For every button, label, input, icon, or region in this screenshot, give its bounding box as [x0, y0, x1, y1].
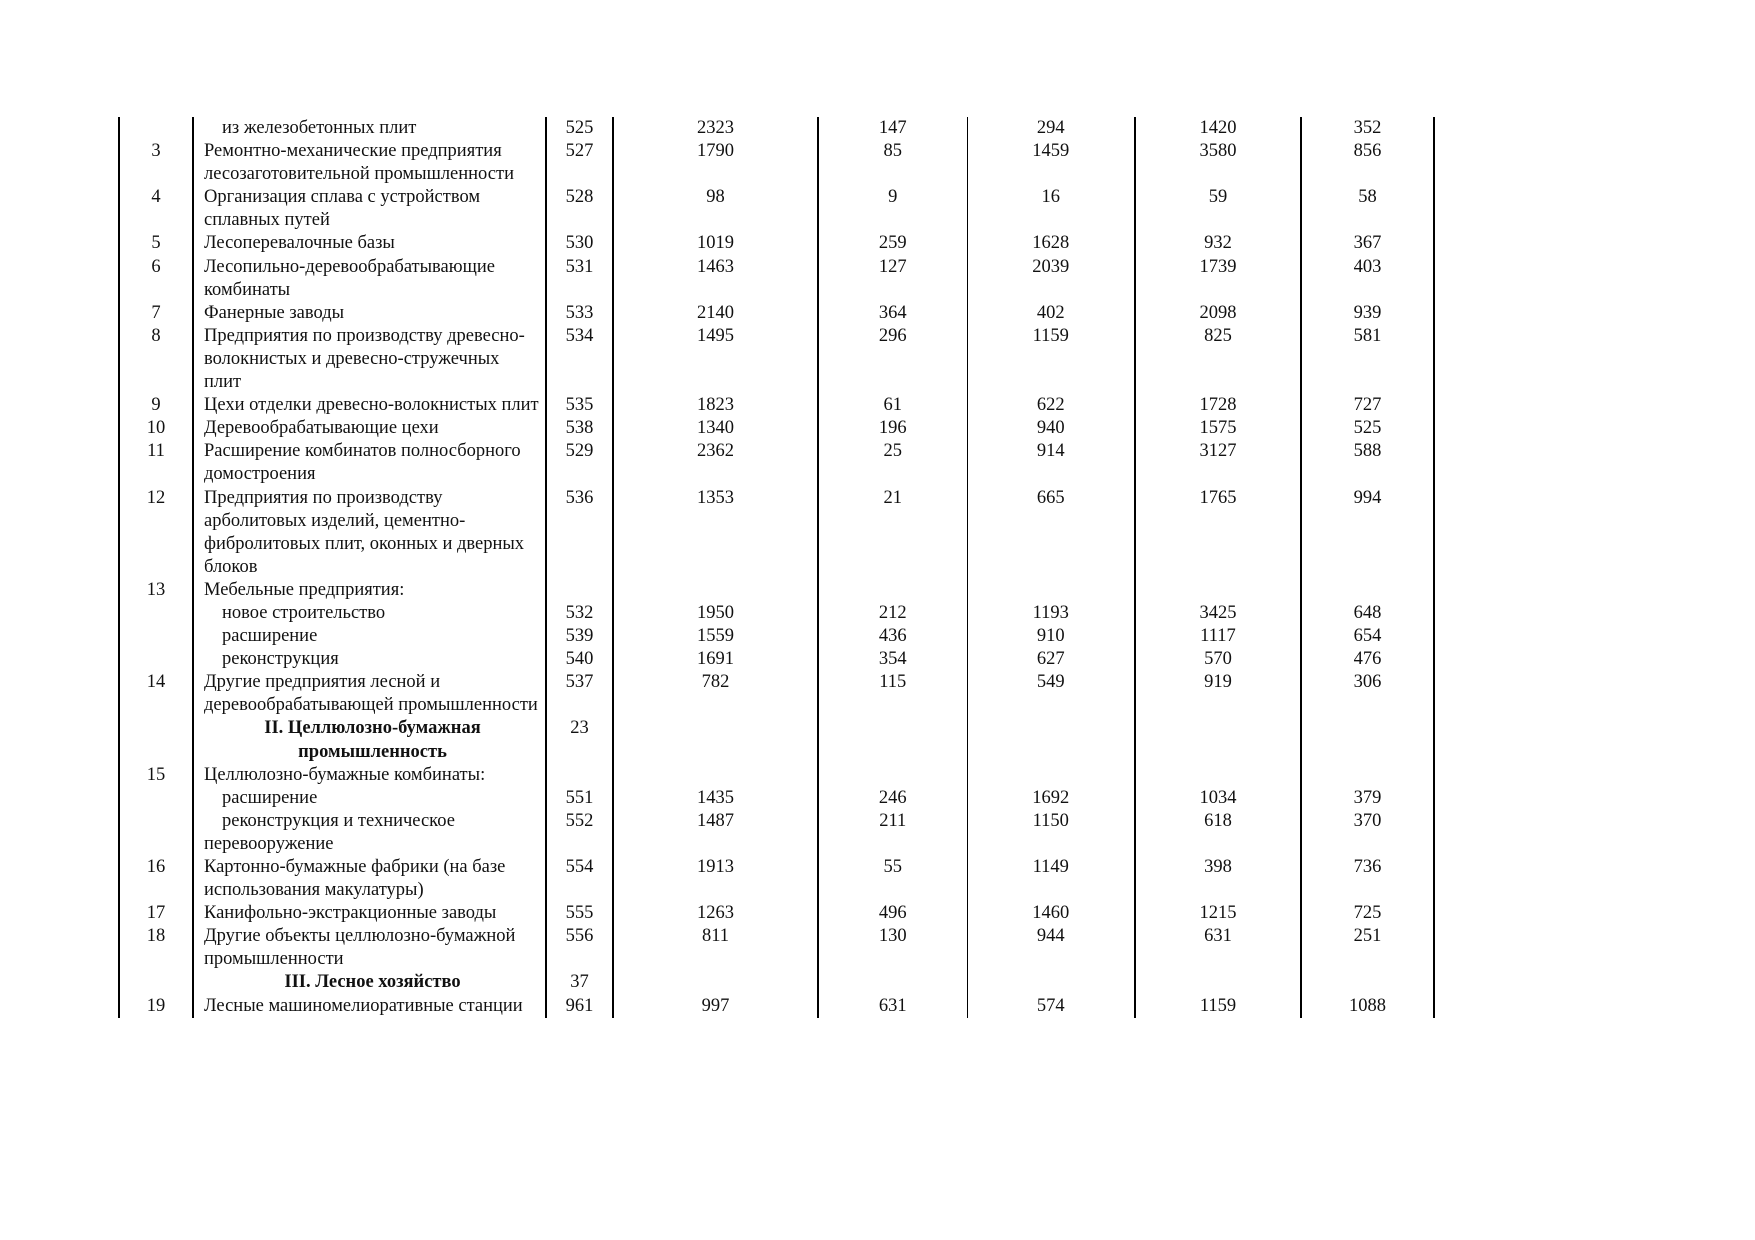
table-row: [119, 117, 1434, 140]
object-code: 556: [546, 925, 613, 971]
value-col-2: 115: [818, 671, 967, 717]
value-col-2: 631: [818, 995, 967, 1018]
table-row: [119, 440, 1434, 486]
data-table: [118, 117, 1435, 1018]
object-name: расширение: [193, 625, 546, 648]
object-name: Деревообрабатывающие цехи: [193, 417, 546, 440]
object-name: из железобетонных плит: [193, 117, 546, 140]
value-col-3: 944: [967, 925, 1135, 971]
object-code: [546, 579, 613, 602]
row-number: [119, 787, 193, 810]
value-col-2: 21: [818, 487, 967, 579]
value-col-1: 1353: [613, 487, 818, 579]
value-col-1: 1463: [613, 256, 818, 302]
row-number: 18: [119, 925, 193, 971]
value-col-4: [1135, 971, 1301, 994]
row-number: [119, 625, 193, 648]
row-number: 10: [119, 417, 193, 440]
object-code: 540: [546, 648, 613, 671]
table-row: [119, 648, 1434, 671]
row-number: 3: [119, 140, 193, 186]
value-col-4: [1135, 717, 1301, 763]
row-number: [119, 717, 193, 763]
value-col-5: 736: [1301, 856, 1434, 902]
table-row: [119, 602, 1434, 625]
section-heading-row: [119, 971, 1434, 994]
value-col-2: [818, 764, 967, 787]
row-number: [119, 648, 193, 671]
value-col-1: 1950: [613, 602, 818, 625]
value-col-5: 251: [1301, 925, 1434, 971]
value-col-3: 1150: [967, 810, 1135, 856]
value-col-2: 147: [818, 117, 967, 140]
value-col-1: 1435: [613, 787, 818, 810]
value-col-1: 2140: [613, 302, 818, 325]
value-col-2: 25: [818, 440, 967, 486]
object-code: 534: [546, 325, 613, 394]
value-col-2: [818, 717, 967, 763]
object-code: 538: [546, 417, 613, 440]
value-col-4: [1135, 764, 1301, 787]
row-number: 19: [119, 995, 193, 1018]
table-row: [119, 302, 1434, 325]
value-col-1: [613, 764, 818, 787]
table-row: [119, 671, 1434, 717]
value-col-3: 574: [967, 995, 1135, 1018]
value-col-5: 370: [1301, 810, 1434, 856]
value-col-2: 296: [818, 325, 967, 394]
table-row: [119, 764, 1434, 787]
value-col-4: 1215: [1135, 902, 1301, 925]
row-number: 12: [119, 487, 193, 579]
value-col-1: 997: [613, 995, 818, 1018]
value-col-4: 1728: [1135, 394, 1301, 417]
object-name: Ремонтно-механические предприятия лесозаготовительной промышленности: [193, 140, 546, 186]
value-col-2: 246: [818, 787, 967, 810]
value-col-1: 2323: [613, 117, 818, 140]
value-col-5: 994: [1301, 487, 1434, 579]
value-col-2: 127: [818, 256, 967, 302]
value-col-3: 16: [967, 186, 1135, 232]
value-col-3: [967, 764, 1135, 787]
value-col-2: 212: [818, 602, 967, 625]
value-col-2: 61: [818, 394, 967, 417]
object-name: Лесоперевалочные базы: [193, 232, 546, 255]
table-row: [119, 625, 1434, 648]
object-name: Фанерные заводы: [193, 302, 546, 325]
value-col-4: 398: [1135, 856, 1301, 902]
value-col-3: 549: [967, 671, 1135, 717]
value-col-1: 1913: [613, 856, 818, 902]
value-col-4: 2098: [1135, 302, 1301, 325]
table-row: [119, 487, 1434, 579]
value-col-3: 294: [967, 117, 1135, 140]
table-row: [119, 810, 1434, 856]
value-col-1: 782: [613, 671, 818, 717]
section-title: II. Целлюлозно-бумажная промышленность: [193, 717, 546, 763]
value-col-3: 1460: [967, 902, 1135, 925]
object-name: Лесопильно-деревообрабатывающие комбинаты: [193, 256, 546, 302]
value-col-1: 1263: [613, 902, 818, 925]
value-col-1: 1790: [613, 140, 818, 186]
value-col-3: 910: [967, 625, 1135, 648]
value-col-5: [1301, 717, 1434, 763]
value-col-2: 259: [818, 232, 967, 255]
value-col-2: 364: [818, 302, 967, 325]
value-col-4: 631: [1135, 925, 1301, 971]
object-code: 37: [546, 971, 613, 994]
object-code: 537: [546, 671, 613, 717]
value-col-3: [967, 717, 1135, 763]
value-col-4: 618: [1135, 810, 1301, 856]
value-col-5: 727: [1301, 394, 1434, 417]
object-code: 532: [546, 602, 613, 625]
value-col-3: 665: [967, 487, 1135, 579]
value-col-3: 622: [967, 394, 1135, 417]
object-code: 531: [546, 256, 613, 302]
value-col-3: 627: [967, 648, 1135, 671]
object-name: Расширение комбинатов полносборного домостроения: [193, 440, 546, 486]
value-col-4: 1159: [1135, 995, 1301, 1018]
value-col-1: 1495: [613, 325, 818, 394]
value-col-1: [613, 971, 818, 994]
value-col-5: 367: [1301, 232, 1434, 255]
value-col-4: 919: [1135, 671, 1301, 717]
value-col-2: 55: [818, 856, 967, 902]
row-number: [119, 117, 193, 140]
object-name: Другие объекты целлюлозно-бумажной промышленности: [193, 925, 546, 971]
value-col-3: 1628: [967, 232, 1135, 255]
object-name: Картонно-бумажные фабрики (на базе использования макулатуры): [193, 856, 546, 902]
row-number: 14: [119, 671, 193, 717]
object-code: 551: [546, 787, 613, 810]
row-number: [119, 810, 193, 856]
table-row: [119, 925, 1434, 971]
object-code: 961: [546, 995, 613, 1018]
object-name: расширение: [193, 787, 546, 810]
row-number: 5: [119, 232, 193, 255]
value-col-1: 1487: [613, 810, 818, 856]
object-name: новое строительство: [193, 602, 546, 625]
table-row: [119, 579, 1434, 602]
value-col-1: [613, 579, 818, 602]
value-col-5: 654: [1301, 625, 1434, 648]
object-code: 535: [546, 394, 613, 417]
value-col-5: 379: [1301, 787, 1434, 810]
object-name: Целлюлозно-бумажные комбинаты:: [193, 764, 546, 787]
value-col-4: 1739: [1135, 256, 1301, 302]
row-number: 16: [119, 856, 193, 902]
value-col-3: 914: [967, 440, 1135, 486]
value-col-4: 932: [1135, 232, 1301, 255]
value-col-5: 725: [1301, 902, 1434, 925]
table-row: [119, 186, 1434, 232]
value-col-5: 648: [1301, 602, 1434, 625]
value-col-2: [818, 579, 967, 602]
table-row: [119, 787, 1434, 810]
object-code: 23: [546, 717, 613, 763]
value-col-1: 1019: [613, 232, 818, 255]
value-col-5: 939: [1301, 302, 1434, 325]
value-col-3: [967, 579, 1135, 602]
object-code: 528: [546, 186, 613, 232]
object-name: Лесные машиномелиоративные станции: [193, 995, 546, 1018]
object-code: 529: [546, 440, 613, 486]
object-name: реконструкция и техническое перевооружение: [193, 810, 546, 856]
table-row: [119, 394, 1434, 417]
value-col-3: 402: [967, 302, 1135, 325]
value-col-4: 3580: [1135, 140, 1301, 186]
value-col-3: 2039: [967, 256, 1135, 302]
row-number: 11: [119, 440, 193, 486]
table-row: [119, 140, 1434, 186]
value-col-1: 1559: [613, 625, 818, 648]
value-col-4: 1575: [1135, 417, 1301, 440]
value-col-5: 403: [1301, 256, 1434, 302]
table-row: [119, 232, 1434, 255]
row-number: 8: [119, 325, 193, 394]
row-number: [119, 602, 193, 625]
value-col-1: 1340: [613, 417, 818, 440]
table-row: [119, 325, 1434, 394]
value-col-2: 85: [818, 140, 967, 186]
value-col-4: 1117: [1135, 625, 1301, 648]
object-code: 536: [546, 487, 613, 579]
value-col-2: 211: [818, 810, 967, 856]
value-col-4: 1765: [1135, 487, 1301, 579]
table-row: [119, 856, 1434, 902]
object-code: [546, 764, 613, 787]
table-row: [119, 417, 1434, 440]
object-code: 527: [546, 140, 613, 186]
value-col-5: [1301, 971, 1434, 994]
value-col-5: 588: [1301, 440, 1434, 486]
value-col-2: 9: [818, 186, 967, 232]
value-col-3: 1149: [967, 856, 1135, 902]
value-col-2: 196: [818, 417, 967, 440]
table-row: [119, 256, 1434, 302]
object-code: 555: [546, 902, 613, 925]
value-col-3: [967, 971, 1135, 994]
value-col-5: [1301, 579, 1434, 602]
section-title: III. Лесное хозяйство: [193, 971, 546, 994]
object-code: 552: [546, 810, 613, 856]
row-number: 15: [119, 764, 193, 787]
row-number: 6: [119, 256, 193, 302]
value-col-5: 352: [1301, 117, 1434, 140]
value-col-1: 1691: [613, 648, 818, 671]
value-col-2: 496: [818, 902, 967, 925]
value-col-5: 476: [1301, 648, 1434, 671]
value-col-4: 570: [1135, 648, 1301, 671]
section-heading-row: [119, 717, 1434, 763]
table-row: [119, 902, 1434, 925]
table-body: [119, 117, 1434, 1018]
value-col-5: 525: [1301, 417, 1434, 440]
value-col-1: 2362: [613, 440, 818, 486]
row-number: 7: [119, 302, 193, 325]
object-name: реконструкция: [193, 648, 546, 671]
value-col-5: 581: [1301, 325, 1434, 394]
value-col-5: 1088: [1301, 995, 1434, 1018]
row-number: 4: [119, 186, 193, 232]
value-col-1: 811: [613, 925, 818, 971]
value-col-1: [613, 717, 818, 763]
table-row: [119, 995, 1434, 1018]
value-col-3: 1692: [967, 787, 1135, 810]
row-number: 9: [119, 394, 193, 417]
value-col-4: 3127: [1135, 440, 1301, 486]
object-name: Цехи отделки древесно-волокнистых плит: [193, 394, 546, 417]
value-col-2: 130: [818, 925, 967, 971]
value-col-2: [818, 971, 967, 994]
object-code: 530: [546, 232, 613, 255]
object-name: Другие предприятия лесной и деревообрабатывающей промышленности: [193, 671, 546, 717]
value-col-4: [1135, 579, 1301, 602]
value-col-4: 59: [1135, 186, 1301, 232]
row-number: 17: [119, 902, 193, 925]
object-name: Предприятия по производству древесно-волокнистых и древесно-стружечных плит: [193, 325, 546, 394]
value-col-3: 1159: [967, 325, 1135, 394]
value-col-3: 1459: [967, 140, 1135, 186]
value-col-4: 1420: [1135, 117, 1301, 140]
value-col-2: 436: [818, 625, 967, 648]
value-col-5: 306: [1301, 671, 1434, 717]
value-col-4: 825: [1135, 325, 1301, 394]
row-number: 13: [119, 579, 193, 602]
value-col-5: [1301, 764, 1434, 787]
value-col-5: 58: [1301, 186, 1434, 232]
value-col-3: 940: [967, 417, 1135, 440]
object-code: 525: [546, 117, 613, 140]
object-code: 539: [546, 625, 613, 648]
object-name: Мебельные предприятия:: [193, 579, 546, 602]
object-code: 554: [546, 856, 613, 902]
value-col-4: 1034: [1135, 787, 1301, 810]
object-name: Предприятия по производству арболитовых изделий, цементно-фибролитовых плит, оконных и дверных блоков: [193, 487, 546, 579]
value-col-5: 856: [1301, 140, 1434, 186]
value-col-3: 1193: [967, 602, 1135, 625]
value-col-2: 354: [818, 648, 967, 671]
value-col-1: 98: [613, 186, 818, 232]
value-col-4: 3425: [1135, 602, 1301, 625]
object-name: Канифольно-экстракционные заводы: [193, 902, 546, 925]
object-name: Организация сплава с устройством сплавных путей: [193, 186, 546, 232]
row-number: [119, 971, 193, 994]
value-col-1: 1823: [613, 394, 818, 417]
object-code: 533: [546, 302, 613, 325]
